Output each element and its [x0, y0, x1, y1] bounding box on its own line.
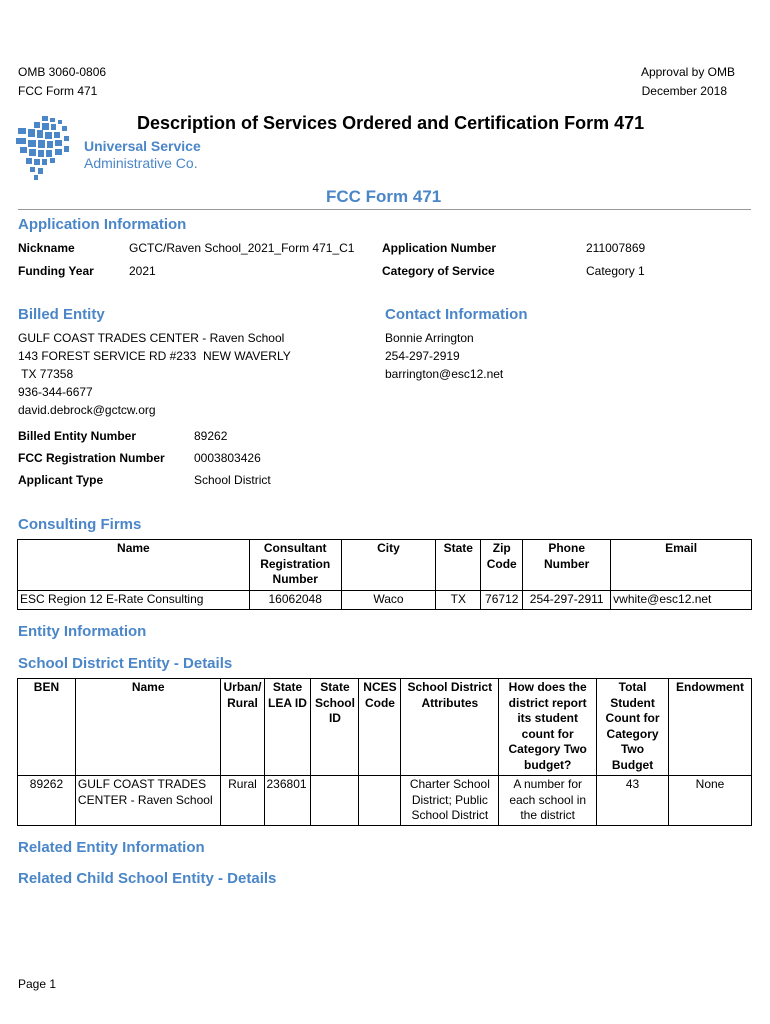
- billed-entity-address1: 143 FOREST SERVICE RD #233 NEW WAVERLY: [18, 349, 291, 363]
- nickname-label: Nickname: [18, 241, 75, 255]
- consultant-zip: 76712: [481, 591, 523, 610]
- contact-block: [385, 329, 503, 383]
- billed-entity-name: GULF COAST TRADES CENTER - Raven School: [18, 331, 285, 345]
- entity-state-lea: 236801: [264, 776, 311, 826]
- consultant-city: Waco: [341, 591, 436, 610]
- consultant-email: vwhite@esc12.net: [611, 591, 752, 610]
- consulting-firms-table: [17, 539, 752, 610]
- nickname-value: GCTC/Raven School_2021_Form 471_C1: [129, 241, 355, 255]
- entity-ben: 89262: [18, 776, 76, 826]
- entity-report-method: A number for each school in the district: [499, 776, 597, 826]
- contact-email: barrington@esc12.net: [385, 367, 504, 381]
- entity-student-count: 43: [597, 776, 669, 826]
- col-name: Name: [18, 540, 250, 591]
- table-row: [18, 591, 752, 610]
- page-number: Page 1: [18, 977, 57, 991]
- billed-entity-number-label: Billed Entity Number: [18, 429, 137, 443]
- col-state-lea: State LEA ID: [264, 679, 311, 776]
- col-report-method: How does the district report its student count for Category Two budget?: [499, 679, 597, 776]
- col-consultant-reg: Consultant Registration Number: [249, 540, 341, 591]
- app-number-label: Application Number: [382, 241, 497, 255]
- col-email: Email: [611, 540, 752, 591]
- consulting-header-row: [18, 540, 752, 591]
- usac-logo-mark-icon: [14, 114, 84, 184]
- fcc-reg-number: 0003803426: [194, 451, 261, 465]
- table-row: [18, 776, 752, 826]
- school-district-details-heading: School District Entity - Details: [18, 655, 233, 672]
- form-label: FCC Form 471: [18, 84, 98, 98]
- application-info-heading: Application Information: [18, 216, 187, 233]
- approval-label: Approval by OMB: [640, 65, 735, 79]
- form-subtitle: FCC Form 471: [326, 187, 442, 206]
- billed-entity-email: david.debrock@gctcw.org: [18, 403, 156, 417]
- contact-info-heading: Contact Information: [385, 306, 528, 323]
- entity-attributes: Charter School District; Public School District: [401, 776, 499, 826]
- billed-entity-phone: 936-344-6677: [18, 385, 93, 399]
- consultant-state: TX: [436, 591, 481, 610]
- col-state-school-id: State School ID: [311, 679, 359, 776]
- category-label: Category of Service: [382, 264, 495, 278]
- entity-info-heading: Entity Information: [18, 623, 147, 640]
- entity-endowment: None: [669, 776, 752, 826]
- applicant-type-label: Applicant Type: [18, 473, 104, 487]
- app-number-value: 211007869: [586, 241, 646, 255]
- category-value: Category 1: [586, 264, 645, 278]
- col-state: State: [436, 540, 481, 591]
- consultant-name: ESC Region 12 E-Rate Consulting: [18, 591, 250, 610]
- col-zip: Zip Code: [481, 540, 523, 591]
- usac-logo: [14, 114, 214, 184]
- consultant-phone: 254-297-2911: [523, 591, 611, 610]
- header-divider: [18, 209, 751, 210]
- contact-name: Bonnie Arrington: [385, 331, 474, 345]
- school-district-table: [17, 678, 752, 826]
- document-title: Description of Services Ordered and Certification Form 471: [137, 113, 645, 133]
- consultant-reg: 16062048: [249, 591, 341, 610]
- funding-year-value: 2021: [129, 264, 156, 278]
- col-urban-rural: Urban/ Rural: [221, 679, 264, 776]
- entity-nces: [359, 776, 401, 826]
- related-child-school-heading: Related Child School Entity - Details: [18, 870, 277, 887]
- col-student-count: Total Student Count for Category Two Budget: [597, 679, 669, 776]
- col-city: City: [341, 540, 436, 591]
- billed-entity-heading: Billed Entity: [18, 306, 105, 323]
- consulting-firms-heading: Consulting Firms: [18, 516, 142, 533]
- billed-entity-address: [18, 329, 291, 419]
- school-district-header-row: [18, 679, 752, 776]
- col-endowment: Endowment: [669, 679, 752, 776]
- contact-phone: 254-297-2919: [385, 349, 460, 363]
- col-entity-name: Name: [75, 679, 221, 776]
- col-ben: BEN: [18, 679, 76, 776]
- omb-number: OMB 3060-0806: [18, 65, 107, 79]
- billed-entity-address2: TX 77358: [18, 367, 74, 381]
- logo-line1: Universal Service: [84, 138, 201, 154]
- applicant-type: School District: [194, 473, 271, 487]
- entity-state-school-id: [311, 776, 359, 826]
- related-entity-heading: Related Entity Information: [18, 839, 205, 856]
- col-nces: NCES Code: [359, 679, 401, 776]
- col-phone: Phone Number: [523, 540, 611, 591]
- logo-line2: Administrative Co.: [84, 155, 198, 171]
- approval-date: December 2018: [641, 84, 727, 98]
- entity-name: GULF COAST TRADES CENTER - Raven School: [75, 776, 221, 826]
- fcc-reg-label: FCC Registration Number: [18, 451, 165, 465]
- billed-entity-number: 89262: [194, 429, 228, 443]
- col-attributes: School District Attributes: [401, 679, 499, 776]
- entity-urban-rural: Rural: [221, 776, 264, 826]
- funding-year-label: Funding Year: [18, 264, 94, 278]
